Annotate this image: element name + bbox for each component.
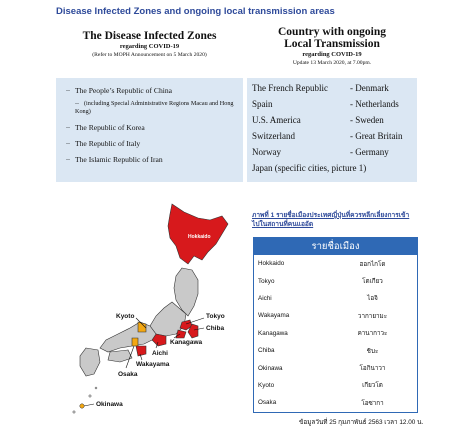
japan-map — [52, 198, 252, 420]
table-row: Osaka โอซากา — [254, 394, 418, 412]
page-title: Disease Infected Zones and ongoing local transmission areas — [56, 6, 335, 17]
map-region-kinki — [100, 322, 156, 352]
map-label-hokkaido: Hokkaido — [188, 234, 211, 240]
table-row: Kanagawa คานากาวะ — [254, 325, 418, 342]
map-label-kanagawa: Kanagawa — [170, 339, 203, 346]
table-row: Okinawa โอกินาวา — [254, 359, 418, 376]
map-region-osaka — [132, 338, 138, 346]
country-row: Norway - Germany — [252, 147, 389, 157]
country-row: Spain - Netherlands — [252, 99, 399, 109]
local-transmission-subtitle: regarding COVID-19 — [302, 51, 362, 58]
list-item: ‥ The Islamic Republic of Iran — [66, 155, 163, 164]
map-label-kyoto: Kyoto — [116, 313, 135, 320]
infected-zones-subtitle: regarding COVID-19 — [119, 43, 180, 50]
infected-zones-header — [56, 30, 243, 59]
list-item: ‥ (including Special Administrative Regions Macau and Hong Kong) — [75, 100, 234, 115]
city-table — [253, 237, 418, 413]
local-transmission-title-2: Local Transmission — [284, 38, 380, 50]
list-item: ‥ The People’s Republic of China — [66, 86, 173, 95]
map-label-wakayama: Wakayama — [136, 361, 170, 368]
country-row: U.S. America - Sweden — [252, 115, 384, 125]
map-label-tokyo: Tokyo — [206, 313, 225, 320]
infected-zones-note: (Refer to MOPH Announcement on 5 March 2020) — [92, 52, 207, 58]
map-region-kyushu — [80, 348, 100, 376]
map-label-osaka: Osaka — [118, 371, 138, 378]
map-region-kanagawa — [176, 330, 186, 338]
country-row: Japan (specific cities, picture 1) — [252, 163, 367, 173]
map-label-okinawa: Okinawa — [96, 401, 123, 408]
table-row: Kyoto เกียวโต — [254, 377, 418, 394]
map-region-shikoku — [108, 350, 132, 362]
table-header: รายชื่อเมือง — [254, 238, 418, 255]
country-row: Switzerland - Great Britain — [252, 131, 403, 141]
table-caption — [252, 211, 452, 229]
list-item: ‥ The Republic of Korea — [66, 123, 145, 132]
map-region-okinawa — [80, 404, 84, 408]
table-caption-line-1: ภาพที่ 1 รายชื่อเมืองประเทศญี่ปุ่นที่ควรหลีกเลี่ยงการเข้า — [252, 212, 410, 219]
map-label-chiba: Chiba — [206, 325, 225, 332]
infected-zones-title: The Disease Infected Zones — [82, 30, 217, 42]
table-footer-note: ข้อมูลวันที่ 25 กุมภาพันธ์ 2563 เวลา 12.00 น. — [299, 419, 424, 426]
table-row: Tokyo โตเกียว — [254, 272, 418, 289]
local-transmission-header — [247, 26, 417, 67]
table-caption-line-2: ไปในสถานที่คนแออัด — [252, 221, 314, 228]
local-transmission-note: Update 13 March 2020, at 7.00pm. — [292, 60, 372, 66]
table-row: Aichi ไอจิ — [254, 290, 418, 307]
country-row: The French Republic - Denmark — [252, 83, 389, 93]
map-region-wakayama — [136, 346, 146, 356]
table-row: Chiba ชิบะ — [254, 342, 418, 359]
list-item: ‥ The Republic of Italy — [66, 139, 141, 148]
table-row: Hokkaido ฮอกไกโด — [254, 255, 418, 273]
map-label-aichi: Aichi — [152, 350, 168, 357]
local-transmission-title-1: Country with ongoing — [278, 26, 386, 38]
table-row: Wakayama วากายามะ — [254, 307, 418, 324]
